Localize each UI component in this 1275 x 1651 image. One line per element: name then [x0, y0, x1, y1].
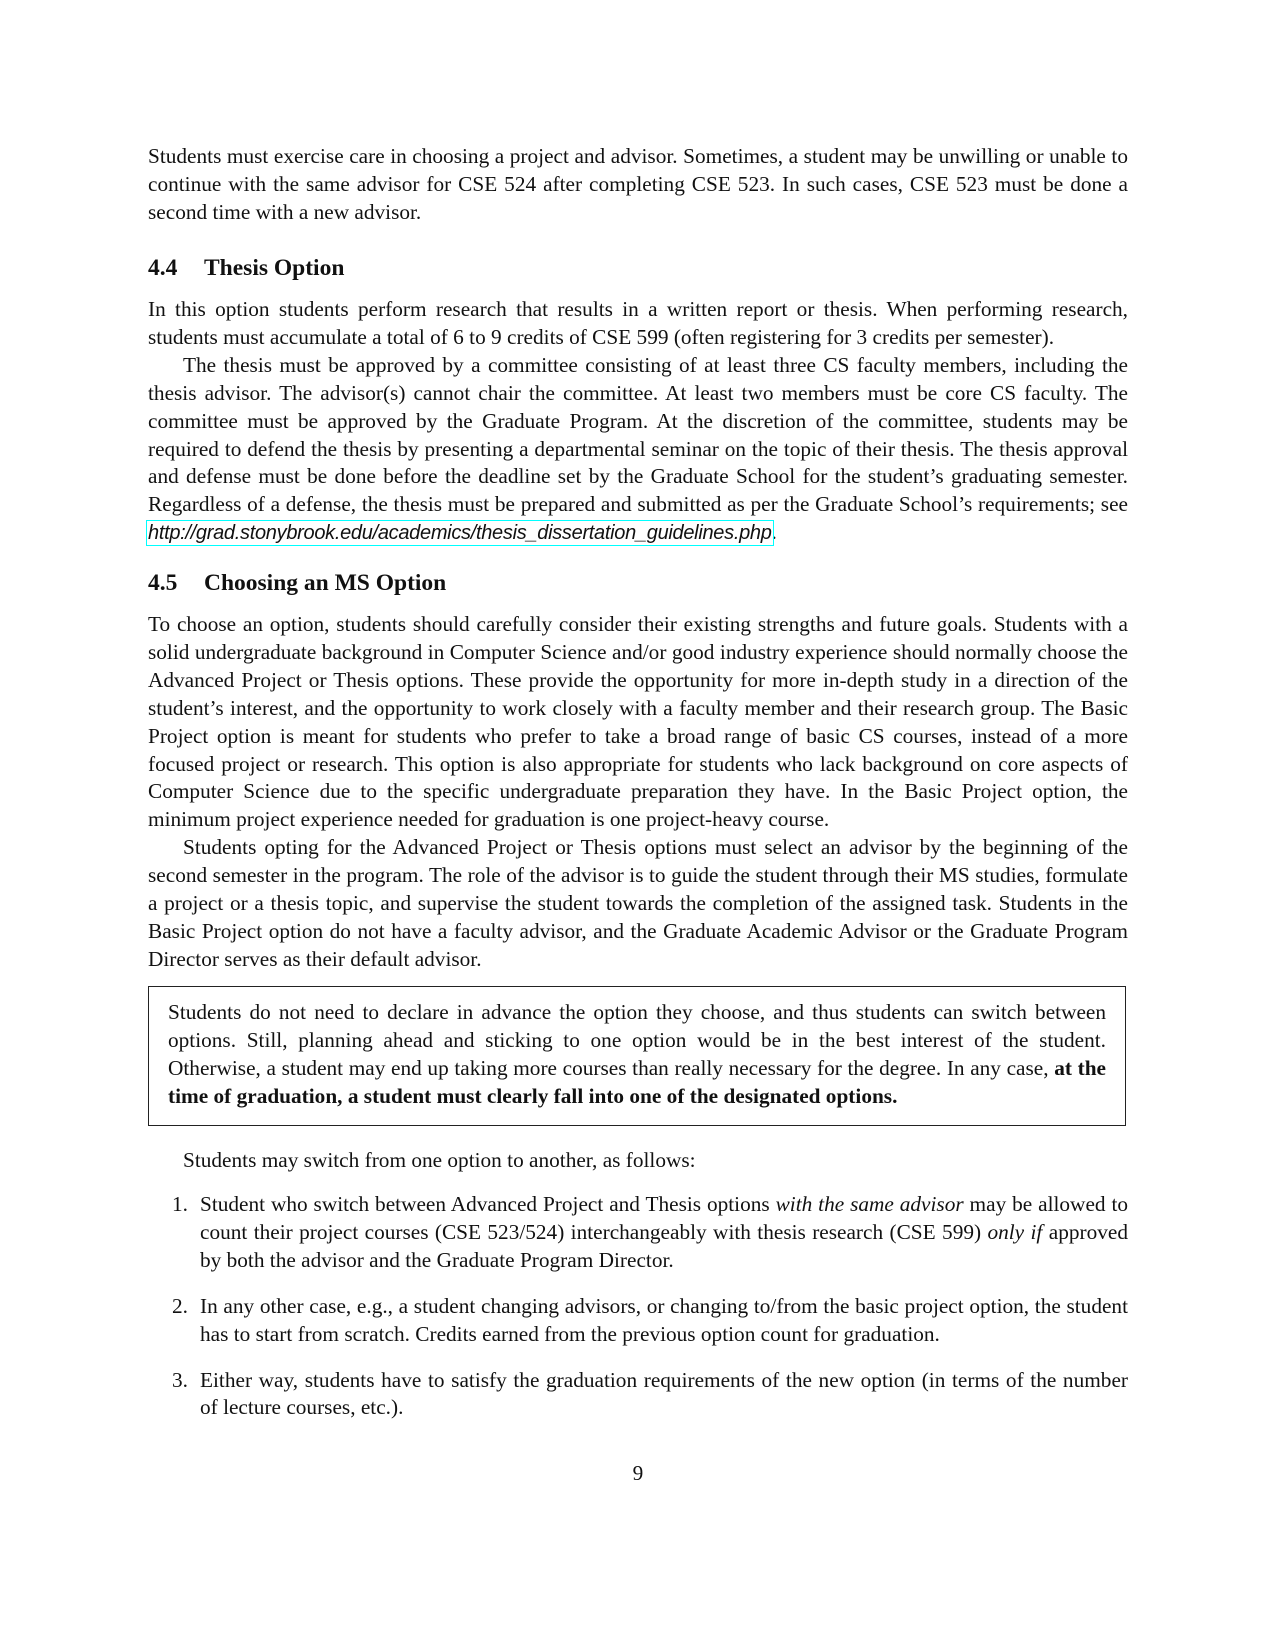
list-text: approved by both the advisor and the Graduate Program Director. [200, 1219, 1128, 1272]
list-italic-text: with the same advisor [775, 1192, 964, 1216]
list-marker: 3. [172, 1367, 188, 1392]
list-item [148, 1191, 1128, 1275]
list-text: Either way, students have to satisfy the graduation requirements of the new option (in terms of the number of lecture courses, etc.). [200, 1367, 1128, 1420]
thesis-guidelines-link[interactable]: http://grad.stonybrook.edu/academics/thesis_dissertation_guidelines.php [148, 522, 772, 545]
thesis-paragraph-2 [148, 352, 1128, 548]
section-4-4-heading [148, 254, 1128, 282]
list-item [148, 1367, 1128, 1423]
thesis-paragraph-1: In this option students perform research that results in a written report or thesis. When performing research, students must accumulate a total of 6 to 9 credits of CSE 599 (often registering for 3 credits per semester). [148, 297, 1128, 349]
intro-paragraph-block [148, 143, 1128, 227]
list-text: may be allowed to count their project courses (CSE 523/524) interchangeably with thesis research (CSE 599) [200, 1192, 1129, 1244]
section-4-4-body [148, 296, 1128, 548]
list-text: Student who switch between Advanced Project and Thesis options [200, 1192, 776, 1216]
important-note-box [148, 986, 1126, 1126]
switch-rules-list [148, 1191, 1128, 1422]
switch-intro: Students may switch from one option to another, as follows: [183, 1148, 696, 1172]
section-number: 4.5 [148, 570, 178, 596]
switch-rules-list-block [148, 1191, 1128, 1422]
page-number: 9 [632, 1461, 644, 1485]
thesis-paragraph-2-text: The thesis must be approved by a committee consisting of at least three CS faculty members, including the thesis advisor. The advisor(s) cannot chair the committee. At least two members must be core CS faculty. The committee must be approved by the Graduate Program. At the discretion of the committee, students may be required to defend the thesis by presenting a departmental seminar on the topic of their thesis. The thesis approval and defense must be done before the deadline set by the Graduate School for the student’s graduating semester. Regardless of a defense, the thesis must be prepared and submitted as per the Graduate School’s requirements; see [148, 352, 1128, 517]
intro-paragraph: Students must exercise care in choosing a project and advisor. Sometimes, a student may be unwilling or unable to continue with the same advisor for CSE 524 after completing CSE 523. In such cases, CSE 523 must be done a second time with a new advisor. [148, 144, 1128, 224]
section-heading [148, 569, 1128, 597]
section-title: Thesis Option [204, 255, 345, 281]
note-regular-text: Students do not need to declare in advance the option they choose, and thus students can switch between options. Still, planning ahead and sticking to one option would be in the best interest of the student. Otherwise, a student may end up taking more courses than really necessary for the degree. In any case, [168, 1000, 1106, 1080]
ms-option-paragraph-1: To choose an option, students should carefully consider their existing strengths and future goals. Students with a solid undergraduate background in Computer Science and/or good industry experience should normally choose the Advanced Project or Thesis options. These provide the opportunity for more in-depth study in a direction of the student’s interest, and the opportunity to work closely with a faculty member and their research group. The Basic Project option is meant for students who prefer to take a broad range of basic CS courses, instead of a more focused project or research. This option is also appropriate for students who lack background on core aspects of Computer Science due to the specific undergraduate preparation they have. In the Basic Project option, the minimum project experience needed for graduation is one project-heavy course. [148, 612, 1128, 832]
section-number: 4.4 [148, 255, 178, 281]
ms-option-paragraph-2: Students opting for the Advanced Project or Thesis options must select an advisor by the beginning of the second semester in the program. The role of the advisor is to guide the student through their MS studies, formulate a project or a thesis topic, and supervise the student towards the completion of the assigned task. Students in the Basic Project option do not have a faculty advisor, and the Graduate Academic Advisor or the Graduate Program Director serves as their default advisor. [148, 835, 1128, 971]
section-title: Choosing an MS Option [204, 570, 447, 596]
switch-intro-block [148, 1147, 1128, 1175]
list-marker: 1. [172, 1192, 188, 1216]
note-bold-text: at the time of graduation, a student must clearly fall into one of the designated options. [168, 1055, 1106, 1108]
list-item [148, 1293, 1128, 1349]
link-period: . [771, 520, 777, 545]
list-text: In any other case, e.g., a student changing advisors, or changing to/from the basic project option, the student has to start from scratch. Credits earned from the previous option count for graduation. [200, 1293, 1128, 1346]
section-4-5-body [148, 611, 1128, 974]
section-4-5-heading [148, 569, 1128, 597]
list-marker: 2. [172, 1293, 188, 1318]
section-heading [148, 254, 1128, 282]
note-text [168, 999, 1106, 1111]
list-italic-text: only if [987, 1219, 1043, 1244]
